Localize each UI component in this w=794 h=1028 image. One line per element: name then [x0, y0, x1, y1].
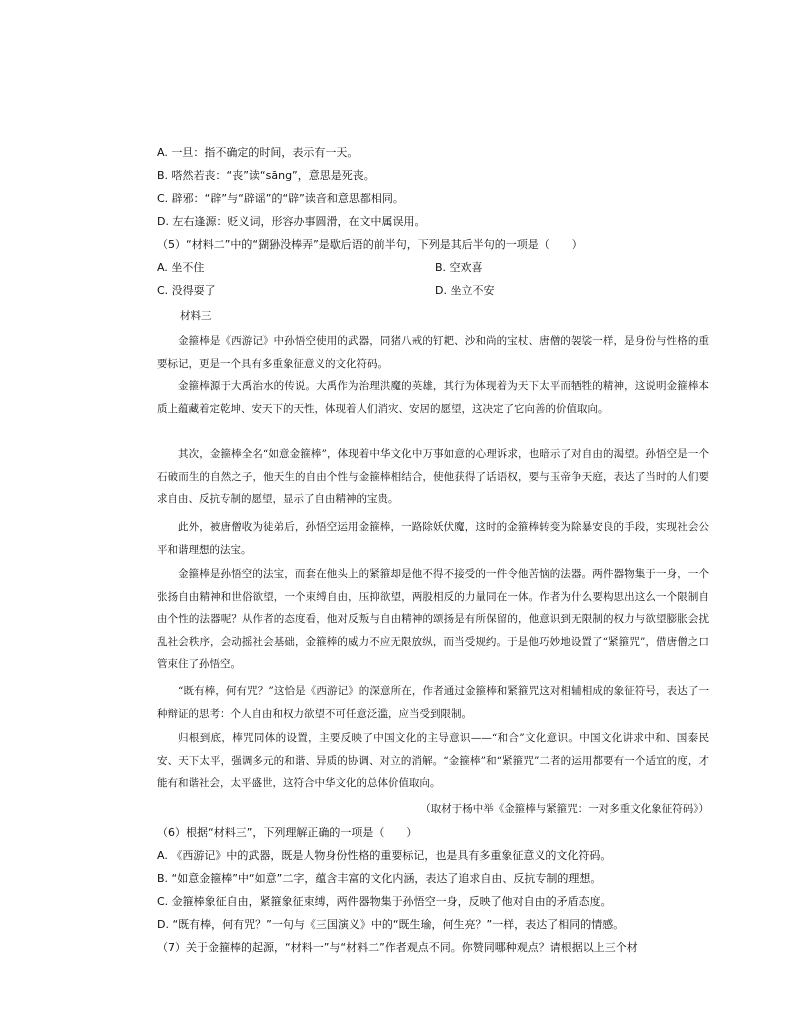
q5-option-a: A. 坐不住	[157, 261, 205, 274]
q4-option-b: B. 嗒然若丧：“丧”读“sāng”，意思是死丧。	[157, 169, 375, 182]
q7-stem: （7）关于金箍棒的起源，“材料一”与“材料二”作者观点不同。你赞同哪种观点？请根据以上三个材	[157, 941, 638, 954]
material3-paragraph-3: 其次，金箍棒全名“如意金箍棒”，体现着中华文化中万事如意的心理诉求，也暗示了对自由的渴望。孙悟空是一个石破而生的自然之子，他天生的自由个性与金箍棒相结合，使他获得了话语权，要与玉帝争天庭，表达了当时的人们要求自由、反抗专制的愿望，显示了自由精神的宝贵。	[157, 448, 709, 505]
q4-option-c: C. 辟邪：“辟”与“辟谣”的“辟”读音和意思都相同。	[157, 192, 404, 205]
material3-paragraph-6: “既有棒，何有咒？”这恰是《西游记》的深意所在，作者通过金箍棒和紧箍咒这对相辅相成的象征符号，表达了一种辩证的思考：个人自由和权力欲望不可任意泛滥，应当受到限制。	[157, 685, 709, 720]
material3-paragraph-2: 金箍棒源于大禹治水的传说。大禹作为治理洪魔的英雄，其行为体现着为天下太平而牺牲的精神，这说明金箍棒本质上蕴藏着定乾坤、安天下的天性，体现着人们消灾、安居的愿望，这决定了它向善的价值取向。	[157, 380, 709, 415]
material3-paragraph-7: 归根到底，棒咒同体的设置，主要反映了中国文化的主导意识——“和合”文化意识。中国文化讲求中和、国泰民安、天下太平，强调多元的和谐、异质的协调、对立的消解。“金箍棒”和“紧箍咒”二者的运用都要有一个适宜的度，才能有和谐社会，太平盛世，这符合中华文化的总体价值取向。	[157, 732, 709, 789]
q6-option-d: D. “既有棒，何有咒？”一句与《三国演义》中的“既生瑜，何生亮？”一样，表达了相同的情感。	[157, 918, 625, 931]
material3-paragraph-4: 此外，被唐僧收为徒弟后，孙悟空运用金箍棒，一路除妖伏魔，这时的金箍棒转变为除暴安良的手段，实现社会公平和谐理想的法宝。	[157, 521, 709, 556]
q6-option-c: C. 金箍棒象征自由，紧箍象征束缚，两件器物集于孙悟空一身，反映了他对自由的矛盾态度。	[157, 895, 612, 908]
q5-option-b: B. 空欢喜	[435, 261, 483, 274]
q5-option-d: D. 坐立不安	[435, 284, 495, 297]
q6-stem: （6）根据“材料三”，下列理解正确的一项是（ ）	[157, 826, 418, 839]
q6-option-b: B. “如意金箍棒”中“如意”二字，蕴含丰富的文化内涵，表达了追求自由、反抗专制的理想。	[157, 872, 602, 885]
q4-option-a: A. 一旦：指不确定的时间，表示有一天。	[157, 146, 359, 159]
material3-paragraph-5: 金箍棒是孙悟空的法宝，而套在他头上的紧箍却是他不得不接受的一件令他苦恼的法器。两件器物集于一身，一个张扬自由精神和世俗欲望，一个束缚自由，压抑欲望，两股相反的力量同在一体。作者为什么要构思出这么一个限制自由个性的法器呢？从作者的态度看，他对反叛与自由精神的颂扬是有所保留的，他意识到无限制的权力与欲望膨胀会扰乱社会秩序，会动摇社会基础，金箍棒的威力不应无限放纵，而当受规约。于是他巧妙地设置了“紧箍咒”，借唐僧之口管束住了孙悟空。	[157, 568, 709, 670]
q6-option-a: A. 《西游记》中的武器，既是人物身份性格的重要标记，也是具有多重象征意义的文化符码。	[157, 849, 612, 862]
material3-paragraph-1: 金箍棒是《西游记》中孙悟空使用的武器，同猪八戒的钉耙、沙和尚的宝杖、唐僧的袈裟一样，是身份与性格的重要标记，更是一个具有多重象征意义的文化符码。	[157, 335, 709, 370]
material3-heading: 材料三	[180, 310, 212, 322]
q5-option-c: C. 没得耍了	[157, 284, 216, 297]
q5-stem: （5）“材料二”中的“猢狲没棒弄”是歇后语的前半句，下列是其后半句的一项是（ ）	[157, 238, 583, 251]
material3-source: （取材于杨中举《金箍棒与紧箍咒：一对多重文化象征符码》）	[420, 803, 709, 815]
q4-option-d: D. 左右逢源：贬义词，形容办事圆滑，在文中属误用。	[157, 215, 426, 228]
